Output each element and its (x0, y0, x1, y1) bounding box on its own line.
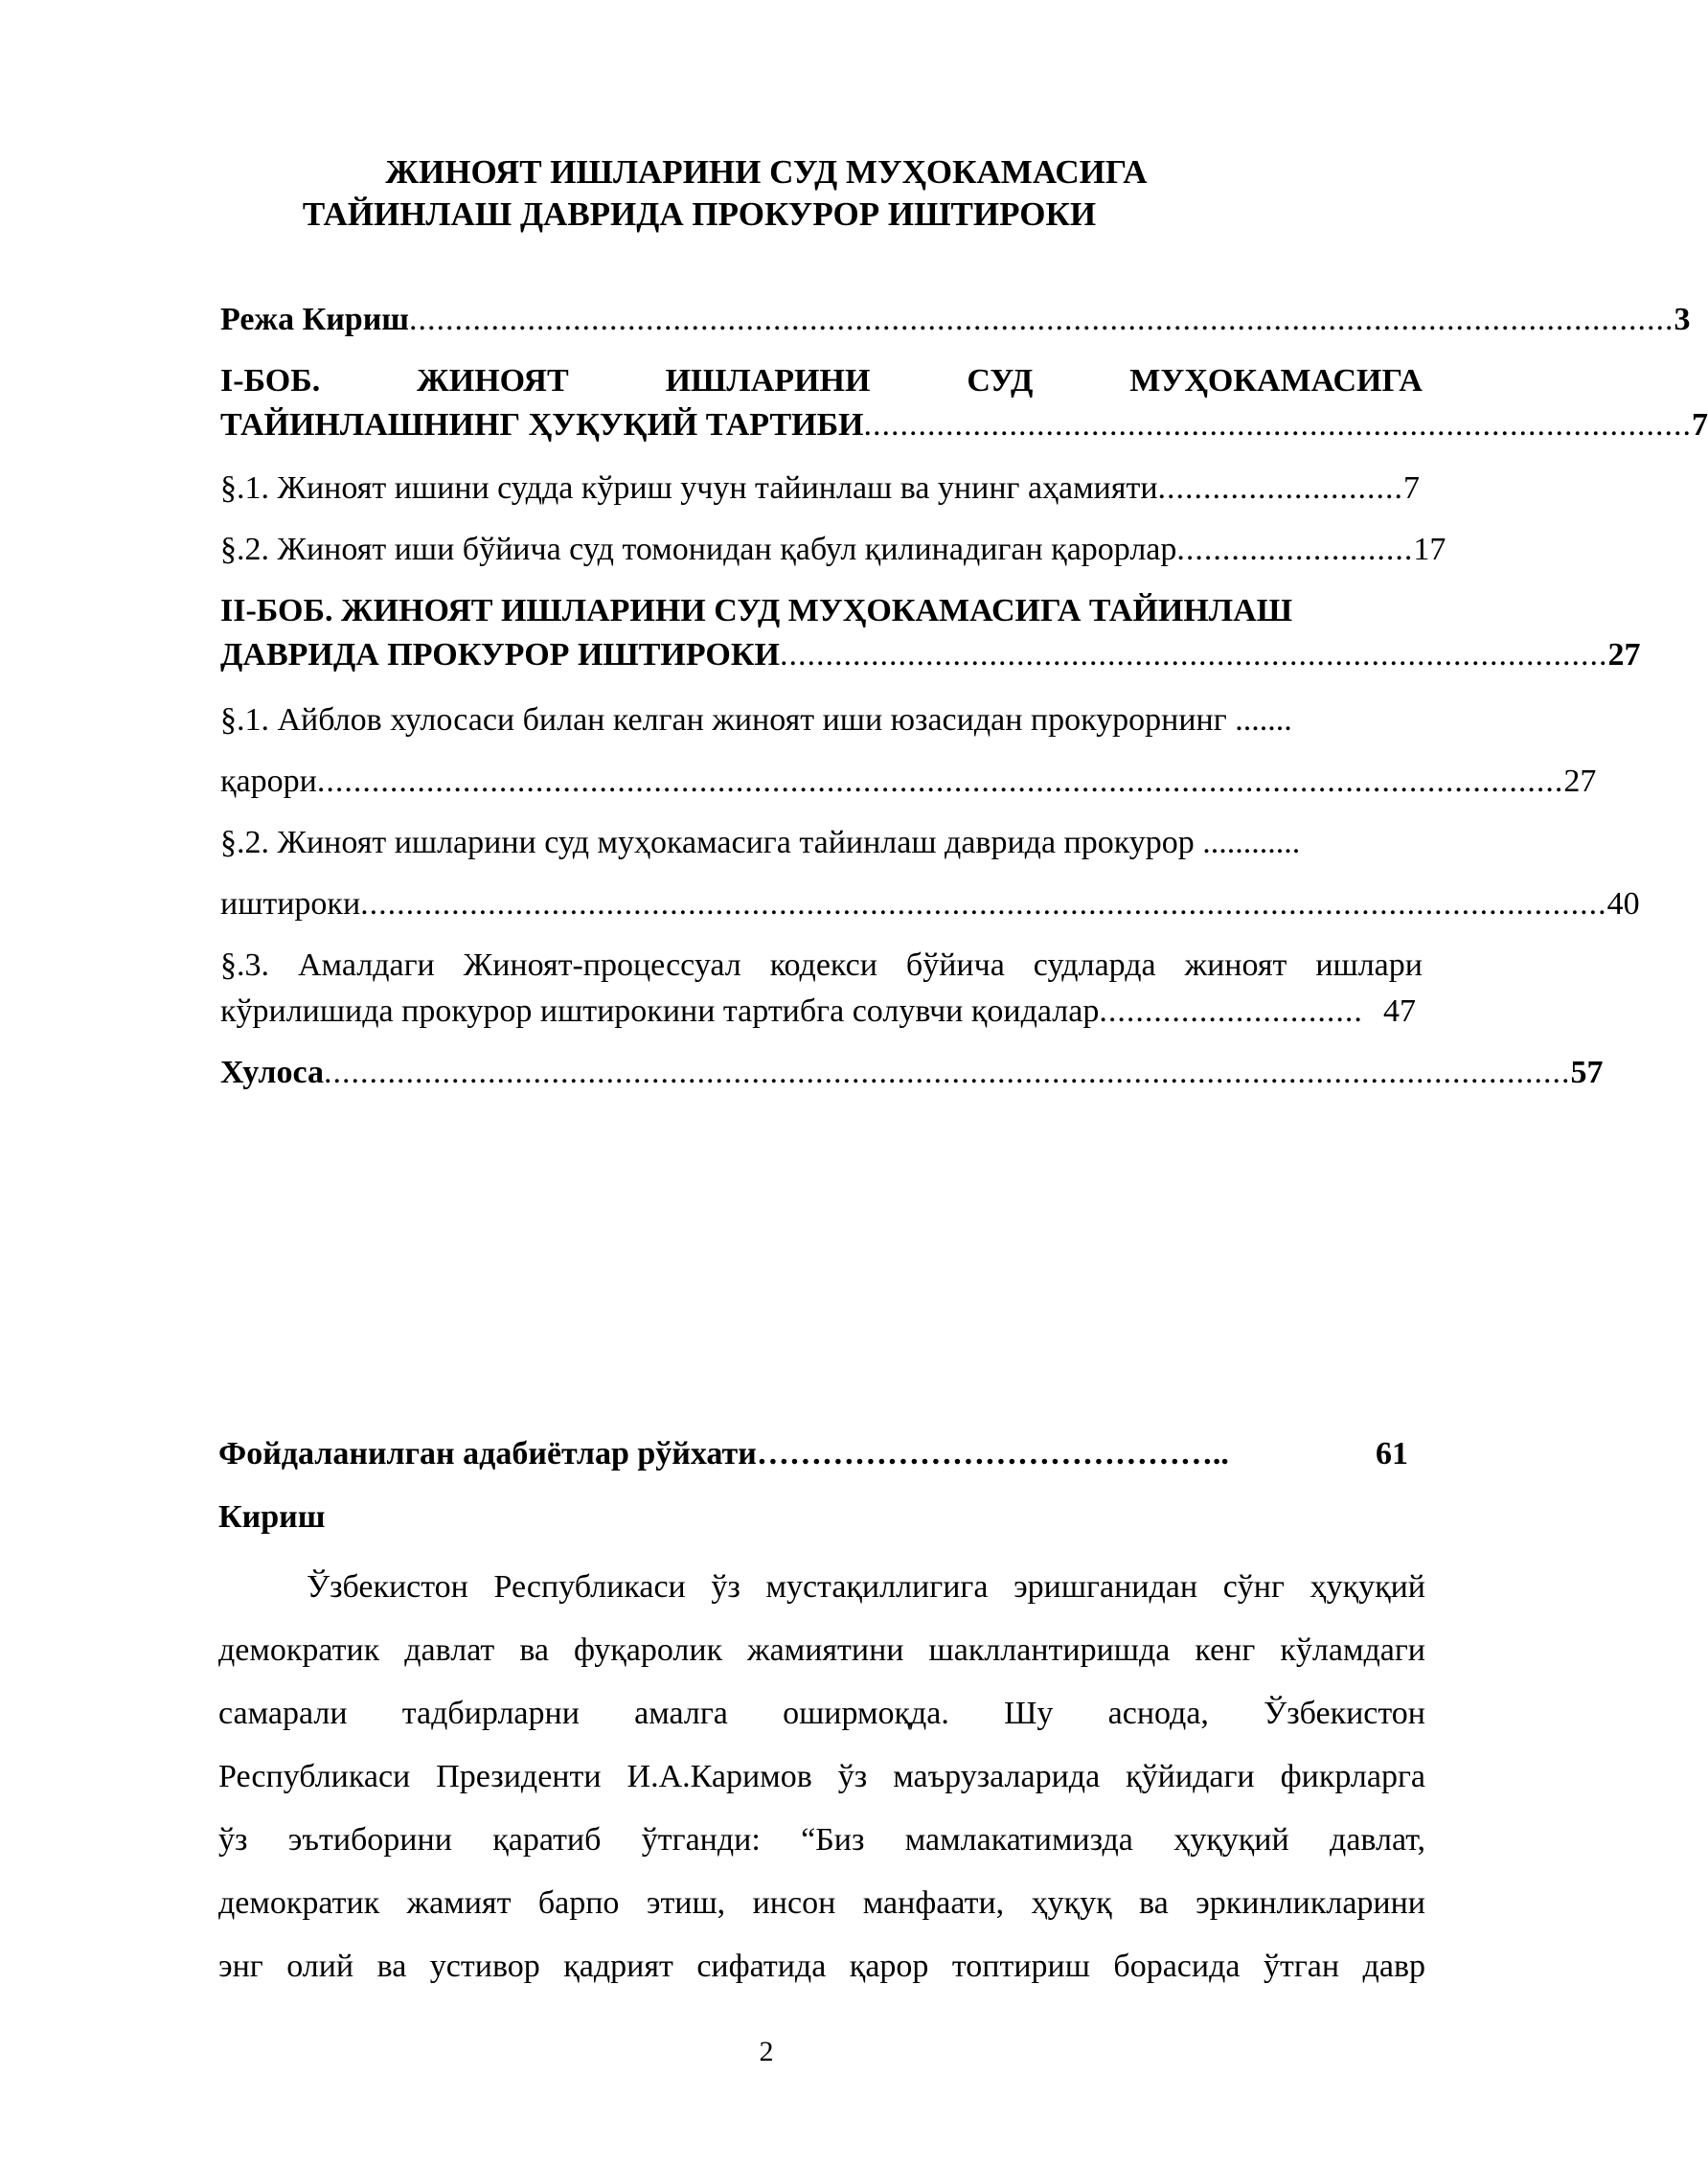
toc-entry-label: қарори (220, 764, 317, 799)
toc-section-2-2-line-2[interactable] (220, 881, 1640, 927)
toc-word: §.3. (220, 947, 269, 983)
intro-paragraph-line: демократик давлат ва фуқаролик жамиятини шакллантиришда кенг кўламдаги (218, 1632, 1425, 1668)
toc-word: судларда (1033, 947, 1156, 983)
intro-paragraph-line: энг олий ва устивор қадрият сифатида қарор топтириш борасида ўтган давр (218, 1949, 1425, 1984)
toc-page-number: 7 (1403, 470, 1421, 506)
toc-page-number: 7 (1692, 407, 1708, 443)
toc-page-number: 57 (1570, 1055, 1604, 1090)
toc-entry-label: кўрилишида прокурор иштирокини тартибга солувчи қоидалар (220, 993, 1100, 1029)
toc-chapter-1-line-2[interactable] (220, 402, 1708, 448)
toc-leader-dots: ......................................................................................................................................... (360, 886, 1607, 922)
intro-paragraph-line: Ўзбекистон Республикаси ўз мустақиллигига эришганидан сўнг ҳуқуқий (307, 1569, 1425, 1605)
toc-entry-label: II-БОБ. ЖИНОЯТ ИШЛАРИНИ СУД МУҲОКАМАСИГА ТАЙИНЛАШ (220, 593, 1293, 628)
toc-word: Амалдаги (298, 947, 435, 983)
toc-entry-references[interactable] (218, 1431, 1408, 1477)
page-number: 2 (759, 2036, 774, 2067)
toc-page-number: 3 (1674, 302, 1691, 337)
toc-leader-dots: ......................................................................................................................................... (316, 764, 1564, 799)
toc-page-number: 47 (1383, 993, 1416, 1029)
toc-word: Жиноят-процессуал (463, 947, 741, 983)
toc-page-number: 17 (1413, 532, 1446, 567)
toc-word: СУД (967, 363, 1034, 399)
document-title-line-2: ТАЙИНЛАШ ДАВРИДА ПРОКУРОР ИШТИРОКИ (302, 195, 1097, 233)
toc-section-2-3-line-2[interactable] (220, 989, 1416, 1035)
toc-word: I-БОБ. (220, 363, 321, 399)
toc-word: ишлари (1315, 947, 1423, 983)
toc-word: кодекси (769, 947, 877, 983)
intro-paragraph-line: ўз эътиборини қаратиб ўтганди: “Биз мамлакатимизда ҳуқуқий давлат, (218, 1822, 1425, 1858)
toc-section-2-3-line-1[interactable] (220, 943, 1423, 989)
toc-entry-conclusion[interactable] (220, 1050, 1604, 1096)
toc-section-1-1[interactable] (220, 466, 1421, 512)
toc-entry-label: Режа Кириш (220, 302, 410, 337)
toc-entry-intro[interactable] (220, 297, 1691, 343)
toc-leader-dots: ........................... (1157, 470, 1404, 506)
intro-paragraph-line: демократик жамият барпо этиш, инсон манфаати, ҳуқуқ ва эркинликларини (218, 1885, 1425, 1921)
toc-entry-label: Фойдаланилган адабиётлар рўйхати (218, 1436, 757, 1471)
toc-entry-label: §.2. Жиноят ишларини суд муҳокамасига тайинлаш даврида прокурор ............ (220, 825, 1301, 860)
intro-paragraph-line: Республикаси Президенти И.А.Каримов ўз маърузаларида қўйидаги фикрларга (218, 1759, 1425, 1794)
toc-entry-label: §.2. Жиноят иши бўйича суд томонидан қабул қилинадиган қарорлар (220, 532, 1177, 567)
toc-word: ЖИНОЯТ (417, 363, 569, 399)
toc-section-1-2[interactable] (220, 527, 1446, 573)
section-heading-intro: Кириш (218, 1499, 326, 1535)
toc-entry-label: ТАЙИНЛАШНИНГ ҲУҚУҚИЙ ТАРТИБИ (220, 407, 864, 443)
toc-word: бўйича (905, 947, 1005, 983)
toc-chapter-2-line-1[interactable] (220, 588, 1423, 634)
toc-leader-dots: …………………………………….. (756, 1436, 1229, 1471)
toc-leader-dots: ............................. (1099, 993, 1363, 1029)
toc-entry-label: ДАВРИДА ПРОКУРОР ИШТИРОКИ (220, 637, 780, 673)
document-title-line-1: ЖИНОЯТ ИШЛАРИНИ СУД МУҲОКАМАСИГА (385, 153, 1148, 191)
toc-chapter-2-line-2[interactable] (220, 632, 1641, 678)
toc-section-2-2-line-1[interactable] (220, 820, 1423, 866)
toc-page-number: 40 (1606, 886, 1640, 922)
intro-paragraph-line: самарали тадбирларни амалга оширмоқда. Шу аснода, Ўзбекистон (218, 1696, 1425, 1731)
toc-word: ИШЛАРИНИ (665, 363, 871, 399)
toc-entry-label: §.1. Айблов хулосаси билан келган жиноят иши юзасидан прокурорнинг ....... (220, 702, 1292, 738)
toc-entry-label: Хулоса (220, 1055, 324, 1090)
toc-leader-dots: ........................................................................................................................................... (409, 302, 1674, 337)
toc-leader-dots: .......................... (1176, 532, 1414, 567)
toc-page-number: 27 (1607, 637, 1641, 673)
toc-word: жиноят (1184, 947, 1287, 983)
toc-page-number: 61 (1376, 1436, 1408, 1471)
toc-word: МУҲОКАМАСИГА (1129, 363, 1423, 399)
toc-leader-dots: ........................................................................................... (863, 407, 1692, 443)
toc-leader-dots: ........................................................................................... (779, 637, 1608, 673)
toc-leader-dots: ......................................................................................................................................... (324, 1055, 1571, 1090)
toc-page-number: 27 (1563, 764, 1597, 799)
toc-chapter-1-line-1[interactable] (220, 358, 1423, 404)
toc-section-2-1-line-2[interactable] (220, 759, 1597, 805)
toc-entry-label: иштироки (220, 886, 361, 922)
toc-entry-label: §.1. Жиноят ишини судда кўриш учун тайинлаш ва унинг аҳамияти (220, 470, 1158, 506)
toc-section-2-1-line-1[interactable] (220, 697, 1423, 743)
